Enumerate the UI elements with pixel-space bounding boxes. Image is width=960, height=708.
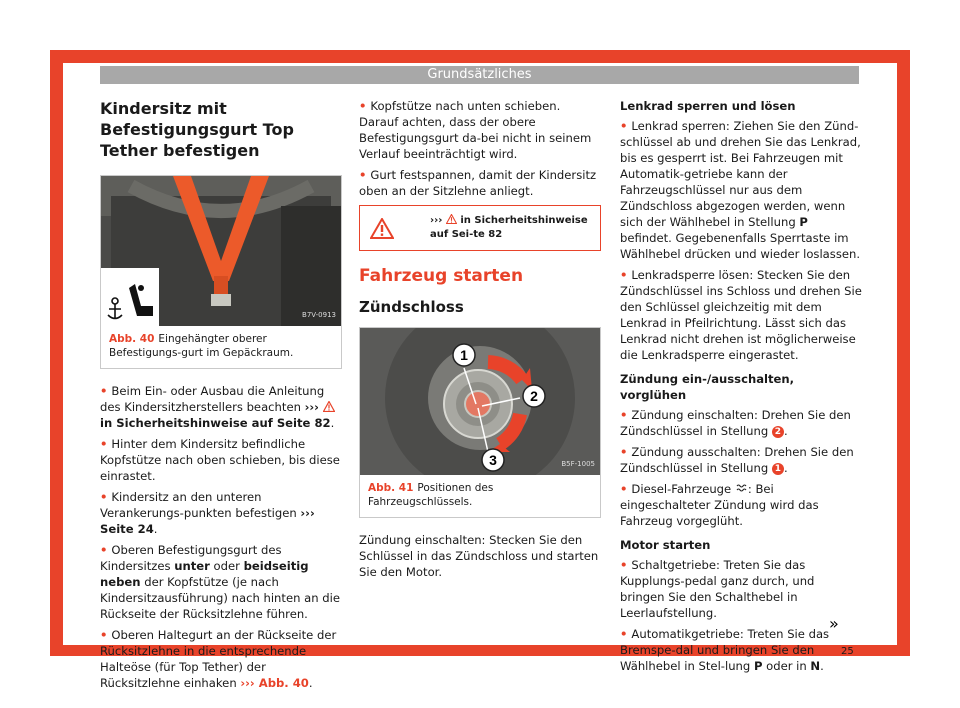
- list-item: [100, 489, 342, 537]
- list-item: [100, 383, 342, 431]
- paragraph: Zündung einschalten: Stecken Sie den Schlüssel in das Zündschloss und starten Sie den Motor.: [359, 533, 599, 579]
- bullet: •: [620, 627, 628, 641]
- figure-41: [359, 327, 601, 518]
- list-item-text: Oberen Befestigungsgurt des Kindersitzes: [100, 543, 282, 573]
- page-number: 25: [841, 646, 854, 657]
- list-item-text: oder: [209, 559, 244, 573]
- warning-text: in Sicherheitshinweise auf Sei-te 82: [430, 215, 588, 240]
- subheading: Motor starten: [620, 538, 711, 552]
- bullet: •: [100, 490, 108, 504]
- glow-plug-icon: [735, 484, 748, 493]
- ref-text: in Sicherheitshinweise auf Seite 82: [100, 416, 331, 430]
- warning-link[interactable]: [430, 214, 590, 242]
- list-item: [100, 627, 342, 691]
- bullet: •: [359, 99, 367, 113]
- instruction-list: [100, 383, 342, 691]
- figure-40: [100, 175, 342, 369]
- list-item: [620, 626, 862, 674]
- list-item: [620, 557, 862, 621]
- list-item-text: Schaltgetriebe: Treten Sie das Kupplungs-pedal ganz durch, und bringen Sie den Schalthebel in Leerlaufstellung.: [620, 558, 815, 620]
- bullet: •: [100, 628, 108, 642]
- list-item: [359, 98, 601, 162]
- bullet: •: [100, 437, 108, 451]
- list-item-text: Diesel-Fahrzeuge: [631, 482, 735, 496]
- position-badge: 2: [772, 426, 784, 438]
- callout-3: 3: [489, 452, 497, 468]
- bullet: •: [620, 119, 628, 133]
- emphasis: beidseitig neben: [100, 559, 309, 589]
- list-item-text: Oberen Haltegurt an der Rückseite der Rücksitzlehne in die entsprechende Halteöse (für Top Tether) der Rücksitzlehne einhaken: [100, 628, 337, 690]
- list-item: [620, 444, 862, 476]
- figure-label: Abb. 41: [368, 482, 414, 494]
- emphasis: unter: [174, 559, 210, 573]
- callout-2: 2: [530, 388, 538, 404]
- section-title: Kindersitz mit Befestigungsgurt Top Tether befestigen: [100, 99, 294, 160]
- position-badge: 1: [772, 463, 784, 475]
- callout-1: 1: [460, 347, 468, 363]
- subheading: Lenkrad sperren und lösen: [620, 99, 796, 113]
- punct: .: [153, 522, 158, 536]
- running-header: Grundsätzliches: [100, 66, 859, 84]
- bullet: •: [620, 445, 628, 459]
- instruction-list: [620, 557, 862, 674]
- list-item: [620, 118, 862, 262]
- safety-warning-box: [359, 205, 601, 251]
- figure-caption: [101, 326, 341, 368]
- column-1: [100, 98, 342, 696]
- list-item: [620, 267, 862, 363]
- emphasis: N: [810, 659, 821, 673]
- subsection-heading: Zündschloss: [359, 298, 464, 316]
- list-item: [620, 481, 862, 529]
- emphasis: P: [799, 215, 808, 229]
- figure-code: B5F-1005: [561, 460, 595, 468]
- punct: .: [783, 461, 788, 475]
- punct: .: [820, 659, 824, 673]
- emphasis: P: [753, 659, 763, 673]
- instruction-list: [620, 118, 862, 363]
- cross-reference-link[interactable]: ››› Seite 24: [100, 506, 315, 536]
- punct: .: [308, 676, 313, 690]
- list-item-text: Hinter dem Kindersitz befindliche Kopfstütze nach oben schieben, bis diese einrastet.: [100, 437, 340, 483]
- list-item-text: der Kopfstütze (je nach Kindersitzausführung) nach hinten an die Rückseite der Rücksitzlehne führen.: [100, 575, 340, 621]
- bullet: •: [620, 268, 628, 282]
- list-item-text: Kindersitz an den unteren Verankerungs-punkten befestigen: [100, 490, 301, 520]
- bullet: •: [359, 168, 367, 182]
- list-item-text: Lenkrad sperren: Ziehen Sie den Zünd-schlüssel ab und drehen Sie das Lenkrad, bis es gesperrt ist. Bei Fahrzeugen mit Automatik-getriebe kann der Fahrzeugschlüssel nur aus dem Zündschloss abgezogen werden, wenn sich der Wählhebel in Stellung: [620, 119, 861, 229]
- list-item-text: Beim Ein- oder Ausbau die Anleitung des Kindersitzherstellers beachten: [100, 384, 325, 414]
- figure-reference-link[interactable]: ››› Abb. 40: [240, 676, 309, 690]
- figure-code: B7V-0913: [302, 311, 336, 319]
- ref-arrows: ›››: [304, 400, 323, 414]
- figure-caption-text: Positionen des Fahrzeugschlüssels.: [368, 482, 494, 508]
- list-item-text: oder in: [762, 659, 811, 673]
- list-item: [100, 542, 342, 622]
- list-item-text: Automatikgetriebe: Treten Sie das Bremspe-dal und bringen Sie den Wählhebel in Stel-lung: [620, 627, 830, 673]
- continued-marker: »: [829, 614, 839, 633]
- ref-arrows: ›››: [430, 215, 446, 226]
- list-item-text: Lenkradsperre lösen: Stecken Sie den Zündschlüssel ins Schloss und drehen Sie den Schlüssel gleichzeitig mit dem Lenkrad in Pfeilrichtung. Lässt sich das Lenkrad nicht drehen ist möglicherweise die Lenkradsperre eingerastet.: [620, 268, 862, 362]
- bullet: •: [100, 543, 108, 557]
- punct: .: [330, 416, 335, 430]
- list-item-text: befindet. Gegebenenfalls Sperrtaste im Wählhebel drücken und wieder loslassen.: [620, 231, 861, 261]
- column-3: [620, 98, 862, 679]
- subheading: Zündung ein-/ausschalten, vorglühen: [620, 372, 795, 402]
- instruction-list: [359, 98, 601, 199]
- list-item-text: Zündung einschalten: Drehen Sie den Zündschlüssel in Stellung: [620, 408, 851, 438]
- top-tether-photo: [101, 176, 341, 326]
- figure-label: Abb. 40: [109, 333, 155, 345]
- list-item-text: : Bei eingeschalteter Zündung wird das Fahrzeug vorgeglüht.: [620, 482, 819, 528]
- bullet: •: [620, 482, 628, 496]
- punct: .: [783, 424, 788, 438]
- bullet: •: [620, 558, 628, 572]
- warning-triangle-icon: [323, 401, 335, 412]
- column-2: [359, 98, 601, 590]
- list-item-text: Gurt festspannen, damit der Kindersitz oben an der Sitzlehne anliegt.: [359, 168, 597, 198]
- list-item-text: Kopfstütze nach unten schieben. Darauf achten, dass der obere Befestigungsgurt da-bei nicht in seinem Verlauf beeinträchtigt wird.: [359, 99, 592, 161]
- warning-triangle-icon: [446, 214, 457, 224]
- instruction-list: [620, 407, 862, 529]
- warning-triangle-icon: [370, 218, 394, 239]
- bullet: •: [620, 408, 628, 422]
- ignition-lock-photo: [360, 328, 600, 475]
- figure-caption: [360, 475, 600, 517]
- chapter-heading: Fahrzeug starten: [359, 266, 524, 286]
- list-item-text: Zündung ausschalten: Drehen Sie den Zündschlüssel in Stellung: [620, 445, 854, 475]
- list-item: [359, 167, 601, 199]
- list-item: [620, 407, 862, 439]
- list-item: [100, 436, 342, 484]
- figure-caption-text: Eingehängter oberer Befestigungs-gurt im Gepäckraum.: [109, 333, 294, 359]
- bullet: •: [100, 384, 108, 398]
